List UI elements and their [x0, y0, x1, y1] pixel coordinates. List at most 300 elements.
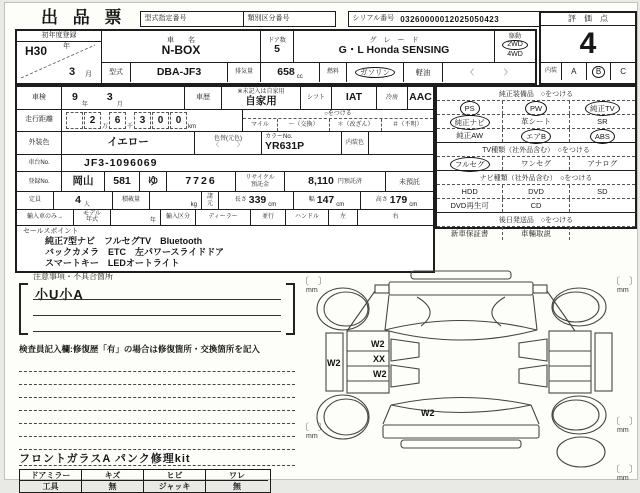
- navi-dvd-cell: DVD: [503, 185, 569, 198]
- navi-blank-cell: [570, 199, 635, 212]
- handle-left-cell: [329, 210, 358, 225]
- recycle-unit: 円預託済: [337, 178, 362, 185]
- accessory-row-2: [20, 481, 270, 492]
- fuel-gasoline-cell: [347, 63, 404, 82]
- door-window-left-2: [391, 365, 419, 387]
- history-value: 自家用: [245, 94, 277, 107]
- equipment-row-6: [437, 198, 635, 212]
- opt-exchange-cell: [278, 119, 330, 131]
- equipment-row-2: [437, 114, 635, 128]
- height-cell: [361, 192, 433, 209]
- headlight-left: [417, 297, 430, 326]
- reg-label-cell: [17, 172, 62, 191]
- interior-label: 内装: [544, 68, 557, 75]
- serial-box: [348, 11, 544, 27]
- navi-hdd-cell: HDD: [437, 185, 503, 198]
- doors-cell: [261, 31, 294, 62]
- mileage-row: [17, 110, 433, 133]
- width-cell: [294, 192, 361, 209]
- sales-line-3: スマートキー LEDオートライト: [45, 257, 180, 268]
- reg-num-cell: [167, 172, 236, 191]
- ac-label-cell: [377, 87, 408, 109]
- equip-tv-cell: [570, 101, 635, 114]
- handle-label: ハンドル: [294, 214, 319, 221]
- shaken-month-unit: 月: [116, 101, 123, 108]
- front-bumper-tab-right: [533, 285, 547, 293]
- tread-unit-spare: mm: [617, 475, 629, 481]
- wheel-rear-left: [317, 395, 369, 439]
- score-value: 4: [579, 27, 597, 60]
- dash-line: [19, 359, 295, 372]
- dash-line: [19, 385, 295, 398]
- interior-c: C: [620, 67, 627, 76]
- length-cell: [219, 192, 294, 209]
- reg-kana-cell: [140, 172, 167, 191]
- equip-airbag-cell: [503, 129, 569, 142]
- chassis-value-cell: [62, 155, 433, 172]
- rear-bumper-bottom: [401, 440, 521, 448]
- score-label: 評 価 点: [541, 13, 635, 26]
- equipment-row-4: [437, 156, 635, 170]
- dash-line: [19, 411, 295, 424]
- notes-section: [19, 273, 295, 493]
- pillar-right: [533, 295, 537, 330]
- navi-dvd-play-cell: DVD再生可: [437, 199, 503, 212]
- notes-label: 注意事項・不具合箇所: [33, 272, 113, 281]
- equipment-row-1: [437, 100, 635, 114]
- serial-value: 03260000012025050423: [400, 14, 500, 24]
- fuel-label-cell: [320, 63, 347, 82]
- displacement-unit: cc: [296, 73, 303, 80]
- color-no-label: カラーNo.: [265, 134, 293, 141]
- equipment-header-3: ナビ種類（社外品含む） ○をつける: [437, 170, 635, 184]
- equip-aw-cell: 純正AW: [437, 129, 503, 142]
- model-code-label-cell: [102, 63, 131, 82]
- opt-mile-cell: [243, 119, 278, 131]
- accessory-break: ワレ: [206, 470, 268, 481]
- reg-class: 581: [113, 175, 131, 188]
- score-box: [539, 11, 637, 85]
- dash-line: [19, 424, 295, 437]
- shift-label: シフト: [306, 94, 325, 101]
- dims-label-2: 元: [206, 200, 213, 207]
- reg-class-cell: [105, 172, 140, 191]
- wheel-rear-left-inner: [324, 399, 368, 435]
- load-unit: kg: [190, 202, 197, 208]
- width-unit: cm: [336, 202, 345, 208]
- drive-cell: [495, 31, 535, 62]
- first-reg-year: H30: [25, 44, 48, 58]
- tread-bracket-rl: 〔 〕: [300, 422, 328, 432]
- chassis-label: 車台No.: [28, 159, 50, 166]
- equip-abs-cell: [570, 129, 635, 142]
- drive-4wd: 4WD: [507, 51, 523, 59]
- color-no-cell: [262, 132, 342, 154]
- damage-mark-door-3: W2: [373, 369, 387, 379]
- equip-ps-cell: [437, 101, 503, 114]
- dash-line: [19, 372, 295, 385]
- type-designation-label: 型式指定番号: [144, 15, 187, 22]
- equip-sr-cell: SR: [597, 117, 608, 126]
- registration-row: [17, 172, 433, 192]
- accessory-scratch: キズ: [82, 470, 144, 481]
- displacement-label: 排気量: [234, 69, 253, 76]
- reg-label: 登録No.: [28, 178, 50, 185]
- mileage-digits-cell: [62, 110, 243, 132]
- fuel-other-cell: [443, 63, 535, 82]
- door-window-right-1: [519, 339, 547, 361]
- shaken-label: 車検: [32, 93, 46, 101]
- ac-label: 冷房: [385, 94, 398, 101]
- int-color-value-cell: [369, 132, 433, 154]
- opt-mile: マイル: [251, 121, 269, 128]
- wheel-rear-right: [552, 396, 606, 434]
- notes-line-2: [33, 315, 281, 316]
- reg-area: 岡山: [72, 175, 94, 188]
- top-strip: [15, 9, 629, 27]
- recycle-none: 未預託: [399, 178, 420, 186]
- history-label: 車歴: [196, 93, 210, 101]
- warranty-book-cell: 新車保証書: [437, 227, 503, 240]
- sales-point-label: セールスポイント: [23, 227, 79, 235]
- equipment-header-2: TV種類（社外品含む） ○をつける: [437, 142, 635, 156]
- mileage-label: 走行距離: [25, 116, 53, 124]
- car-diagram: [299, 269, 639, 481]
- chassis-value: JF3-1096069: [84, 156, 158, 169]
- load-label: 積載量: [121, 197, 140, 204]
- navi-sd-cell: SD: [597, 187, 608, 196]
- shift-label-cell: [301, 87, 332, 109]
- import-row: [17, 210, 433, 226]
- import-only-label: 輸入車のみ→: [26, 214, 63, 221]
- month-unit: 月: [85, 71, 92, 78]
- int-color-label: 内装色: [345, 139, 364, 146]
- interior-a-cell: [562, 63, 587, 80]
- opt-tamper: ＊（改ざん）: [337, 121, 374, 128]
- accessory-jack-none: 無: [233, 482, 241, 491]
- model-code-value: DBA-JF3: [156, 66, 202, 78]
- model-year-label-1: モデル: [83, 210, 101, 217]
- fuel-other: 〈 〉: [466, 68, 512, 77]
- mileage-digit-3: 3: [134, 112, 151, 129]
- handle-right-cell: [358, 210, 433, 225]
- sheet-title: 出 品 票: [41, 8, 127, 27]
- inspector-lines: [19, 359, 295, 450]
- wheel-front-right: [552, 288, 606, 326]
- import-div-label-cell: [161, 210, 196, 225]
- handle-label-cell: [286, 210, 329, 225]
- accessory-tools-none: 無: [82, 481, 144, 492]
- grade-value: G・L Honda SENSING: [338, 44, 450, 56]
- windshield: [385, 321, 537, 341]
- mileage-digit-4: 0: [152, 112, 169, 129]
- length-value: 339: [248, 194, 267, 207]
- notes-bracket-right: [286, 283, 295, 335]
- handle-right: 右: [392, 214, 399, 221]
- pillar-left: [385, 295, 389, 330]
- mileage-mark-note: ○をつける: [243, 110, 433, 120]
- opt-exchange: ～（交換）: [288, 121, 319, 128]
- tread-bracket-rr: 〔 〕: [611, 416, 639, 426]
- wheel-front-left: [317, 288, 369, 330]
- door-window-right-2: [519, 365, 547, 387]
- mileage-options: [243, 119, 433, 131]
- load-label-cell: [113, 192, 150, 209]
- equipment-header-4: 後日発送品 ○をつける: [437, 212, 635, 226]
- ac-value-cell: [408, 87, 433, 109]
- dash-line: [19, 398, 295, 411]
- rear-line-right: [531, 405, 539, 424]
- car-name-cell: [102, 31, 261, 62]
- parallel-cell: [251, 210, 286, 225]
- accessory-doormirror: ドアミラー: [20, 470, 82, 481]
- fuel-diesel: 軽油: [415, 68, 431, 77]
- model-year-unit: 年: [149, 217, 156, 224]
- notes-box: [19, 283, 295, 335]
- class-division-label: 類別区分番号: [247, 15, 290, 22]
- doors-label: ドア数: [268, 37, 286, 44]
- tread-unit-fr: mm: [617, 287, 629, 294]
- recycle-label-1: リサイクル: [245, 175, 275, 182]
- class-division-box: [244, 11, 336, 27]
- mileage-digit-2: 6: [109, 112, 126, 129]
- drive-2wd-selected: 2WD: [502, 40, 528, 50]
- mileage-label-cell: [17, 110, 62, 132]
- model-year-value-cell: [111, 210, 161, 225]
- recolor-label: 色替(元色): [214, 136, 242, 143]
- equip-tv-selected: 純正TV: [585, 101, 620, 116]
- displacement-value: 658: [277, 66, 295, 78]
- model-year-label-2: 年式: [85, 217, 98, 224]
- equipment-row-3: [437, 128, 635, 142]
- first-registration-cell: [17, 31, 102, 83]
- capacity-value: 4: [75, 194, 81, 207]
- import-div-label: 輸入区分: [165, 214, 190, 221]
- shipping-blank-cell: [570, 227, 635, 240]
- drive-label: 駆動: [508, 33, 521, 40]
- recycle-amount: 8,110: [308, 175, 334, 188]
- model-code-cell: [131, 63, 228, 82]
- interior-b-cell: [587, 63, 612, 80]
- mileage-man: 万: [102, 124, 109, 131]
- owner-manual-cell: 車輛取説: [503, 227, 569, 240]
- tread-unit-rr: mm: [617, 427, 629, 434]
- history-note: ※未記入は自家用: [237, 89, 285, 96]
- tv-fullseg-selected: フルセグ: [450, 157, 490, 172]
- header-table: [15, 29, 537, 85]
- capacity-value-cell: [54, 192, 113, 209]
- history-label-cell: [185, 87, 222, 109]
- accessory-jack: ジャッキ: [144, 481, 206, 492]
- width-value: 147: [316, 194, 335, 207]
- reg-num: 7726: [185, 175, 217, 188]
- damage-mark-door-2: XX: [373, 354, 386, 364]
- interior-a: A: [571, 67, 577, 76]
- width-label: 幅: [308, 197, 315, 204]
- equipment-panel: [435, 85, 637, 238]
- serial-label: シリアル番号: [352, 15, 395, 22]
- notes-line-1: [33, 299, 281, 300]
- dealer-option: ディーラー: [208, 214, 238, 221]
- handle-left: 左: [339, 214, 346, 221]
- type-designation-box: [140, 11, 244, 27]
- equip-navi-selected: 純正ナビ: [450, 115, 490, 130]
- rear-bumper: [383, 425, 539, 438]
- rear-line-left: [383, 405, 391, 424]
- accessory-tools: 工具: [20, 481, 82, 492]
- recolor-value: 〈 〉: [212, 142, 243, 149]
- doors-value: 5: [274, 43, 280, 56]
- wheel-front-right-inner: [553, 292, 599, 322]
- import-only-cell: [17, 210, 73, 225]
- recycle-label-cell: [236, 172, 285, 191]
- front-bumper: [389, 282, 533, 295]
- header-right: [102, 31, 535, 83]
- tread-unit-fl: mm: [306, 287, 318, 294]
- recycle-amount-cell: [285, 172, 386, 191]
- mileage-mark-group: [243, 110, 433, 132]
- length-label: 長さ: [234, 197, 247, 204]
- wheel-front-left-inner: [324, 292, 368, 326]
- chassis-label-cell: [17, 155, 62, 172]
- door-window-left-1: [391, 339, 419, 361]
- opt-tamper-cell: [330, 119, 382, 131]
- capacity-label-cell: [17, 192, 54, 209]
- color-row: [17, 132, 433, 155]
- shaken-month: 3: [106, 91, 113, 104]
- front-bumper-top: [411, 271, 511, 279]
- height-label: 高さ: [375, 197, 388, 204]
- parallel-option: 並行: [261, 214, 274, 221]
- fuel-label: 燃料: [326, 69, 339, 76]
- shaken-row: [17, 87, 433, 110]
- height-unit: cm: [409, 202, 418, 208]
- interior-label-cell: [541, 63, 562, 80]
- equip-navi-cell: [437, 115, 503, 128]
- damage-mark-door-1: W2: [371, 339, 385, 349]
- displacement-cell: [261, 63, 320, 82]
- reg-kana: ゆ: [147, 175, 159, 188]
- grade-label: グ レ ー ド: [369, 37, 419, 44]
- equip-ps-selected: PS: [460, 101, 480, 116]
- info-table: [15, 85, 435, 273]
- recolor-cell: [195, 132, 262, 154]
- wheel-rear-right-inner: [553, 400, 599, 430]
- tv-fullseg-cell: [437, 157, 503, 170]
- sales-line-2: バックカメラ ETC 左パワースライドドア: [45, 246, 225, 257]
- notes-handwriting: 小U小A: [35, 287, 84, 302]
- front-bumper-tab-left: [375, 285, 389, 293]
- equip-abs-selected: ABS: [590, 129, 615, 144]
- shaken-label-cell: [17, 87, 62, 109]
- shaken-value-cell: [62, 87, 185, 109]
- navi-cd-cell: CD: [503, 199, 569, 212]
- ext-color-value-cell: [62, 132, 195, 154]
- car-name-label: 車 名: [167, 37, 195, 44]
- history-value-cell: [222, 87, 301, 109]
- ext-color-label-cell: [17, 132, 62, 154]
- tread-bracket-spare: 〔 〕: [611, 464, 639, 474]
- accessory-crack: ヒビ: [144, 470, 206, 481]
- opt-unknown: ＃（不明）: [392, 121, 423, 128]
- mileage-digit-1: 2: [84, 112, 101, 129]
- model-year-label-cell: [73, 210, 111, 225]
- recycle-label-2: 預託金: [250, 181, 269, 188]
- rear-window: [391, 398, 531, 413]
- displacement-label-cell: [228, 63, 261, 82]
- rocker-right: [595, 333, 612, 391]
- equipment-header-1: 純正装備品 ○をつける: [498, 90, 574, 98]
- fuel-gasoline-selected: ガソリン: [355, 67, 395, 78]
- tread-bracket-fr: 〔 〕: [611, 276, 639, 286]
- dims-label-cell: [202, 192, 219, 209]
- color-no-value: YR631P: [265, 139, 305, 152]
- damage-mark-rear: W2: [421, 408, 435, 418]
- spare-tire: [557, 437, 605, 467]
- reg-area-cell: [62, 172, 105, 191]
- equipment-row-5: [437, 184, 635, 198]
- shaken-year: 9: [72, 91, 78, 104]
- notes-handwriting-2: フロントガラスA パンク修理kit: [19, 450, 295, 466]
- mileage-sen: 千: [127, 124, 134, 131]
- mileage-digit-5: 0: [170, 112, 187, 129]
- sales-point-box: [17, 226, 433, 271]
- tv-analog-cell: アナログ: [587, 159, 618, 168]
- length-unit: cm: [268, 202, 277, 208]
- car-name-value: N-BOX: [161, 43, 201, 57]
- capacity-label: 定員: [28, 197, 41, 204]
- int-color-label-cell: [342, 132, 369, 154]
- notes-line-3: [33, 331, 281, 332]
- interior-b-selected: B: [592, 66, 605, 78]
- shaken-year-unit: 年: [81, 101, 88, 108]
- shift-value-cell: [332, 87, 377, 109]
- equip-pw-cell: [503, 101, 569, 114]
- equip-airbag-selected: エアB: [521, 129, 551, 144]
- tread-unit-rl: mm: [306, 433, 318, 440]
- model-code-label: 型式: [109, 68, 123, 76]
- capacity-row: [17, 192, 433, 210]
- door-stack-right: [549, 331, 591, 393]
- first-reg-month: 3: [69, 66, 76, 78]
- accessory-table: [19, 469, 271, 493]
- year-unit: 年: [63, 43, 70, 50]
- shift-value: IAT: [345, 91, 363, 104]
- headlight-right: [492, 297, 505, 326]
- fuel-diesel-cell: [404, 63, 443, 82]
- mileage-digit-blank: [66, 112, 83, 129]
- dash-line: [19, 437, 295, 450]
- ext-color-value: イエロー: [107, 136, 149, 149]
- equipment-row-7: [437, 226, 635, 240]
- load-value-cell: [150, 192, 202, 209]
- accessory-row-1: [20, 470, 270, 481]
- inspector-note: 検査員記入欄:修復歴「有」の場合は修復箇所・交換箇所を記入: [19, 344, 260, 354]
- damage-mark-rocker: W2: [327, 358, 341, 368]
- equip-leather-cell: 革シート: [503, 115, 569, 128]
- interior-grade-row: [541, 62, 635, 80]
- tread-bracket-fl: 〔 〕: [300, 276, 328, 286]
- height-value: 179: [389, 194, 408, 207]
- ext-color-label: 外装色: [28, 138, 50, 146]
- header-row-b: [102, 63, 535, 82]
- tv-oneseg-cell: ワンセグ: [503, 157, 569, 170]
- recycle-none-cell: [386, 172, 433, 191]
- notes-bracket-left: [19, 283, 28, 335]
- dealer-cell: [196, 210, 251, 225]
- capacity-unit: 人: [83, 202, 90, 208]
- equip-pw-selected: PW: [525, 101, 547, 116]
